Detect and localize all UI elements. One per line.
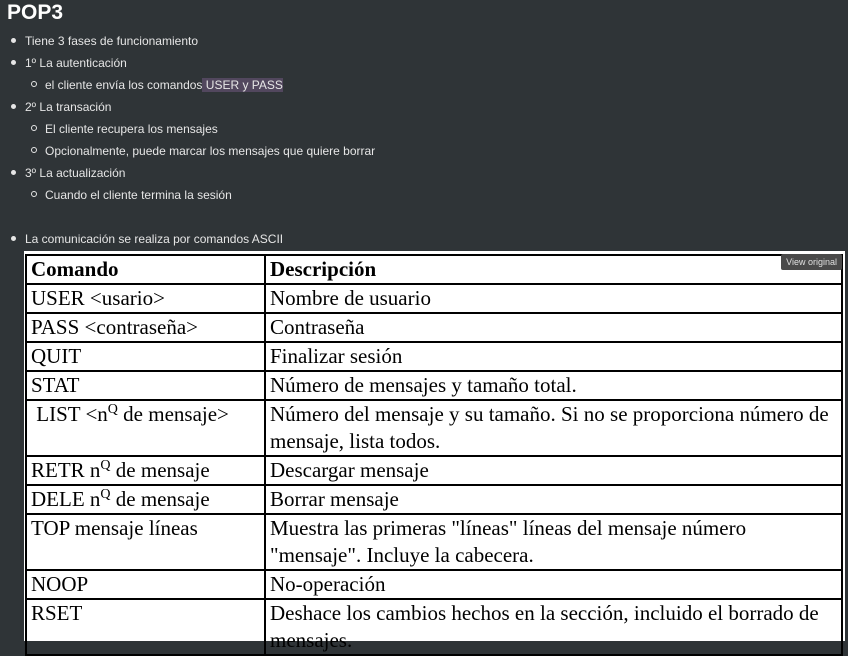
description-cell: Número del mensaje y su tamaño. Si no se proporciona número de mensaje, lista todos. [265, 400, 842, 456]
bullet-disc-icon [11, 236, 16, 241]
table-row [26, 400, 842, 456]
table-row [26, 371, 842, 400]
description-cell: Finalizar sesión [265, 342, 842, 371]
bullet-disc-icon [11, 38, 16, 43]
description-cell: Borrar mensaje [265, 485, 842, 514]
bullet-disc-icon [11, 104, 16, 109]
page-title: POP3 [7, 1, 64, 24]
table-row [26, 514, 842, 570]
command-cell [26, 456, 265, 485]
list-item: Opcionalmente, puede marcar los mensajes que quiere borrar [45, 144, 376, 158]
superscript: Q [100, 487, 111, 502]
superscript: Q [100, 458, 111, 473]
table-header-row [26, 255, 842, 284]
command-cell: PASS <contraseña> [26, 313, 265, 342]
command-text: DELE n [31, 487, 101, 511]
bullet-circle-icon [31, 125, 37, 131]
list-item: Tiene 3 fases de funcionamiento [25, 34, 198, 48]
command-text: de mensaje [110, 487, 210, 511]
bullet-circle-icon [31, 191, 37, 197]
command-text: RETR n [31, 458, 101, 482]
command-cell: NOOP [26, 570, 265, 599]
command-text: LIST <n [31, 402, 108, 426]
command-cell: STAT [26, 371, 265, 400]
bullet-circle-icon [31, 147, 37, 153]
command-cell: TOP mensaje líneas [26, 514, 265, 570]
description-cell: Deshace los cambios hechos en la sección, incluido el borrado de mensajes. [265, 599, 842, 655]
command-cell [26, 485, 265, 514]
list-item-text: el cliente envía los comandos [45, 78, 203, 92]
table-row [26, 599, 842, 655]
description-cell: No-operación [265, 570, 842, 599]
list-item: Cuando el cliente termina la sesión [45, 188, 232, 202]
list-item: 3º La actualización [25, 166, 126, 180]
table-row [26, 342, 842, 371]
bullet-disc-icon [11, 60, 16, 65]
command-cell: QUIT [26, 342, 265, 371]
command-table [25, 254, 843, 656]
command-cell: RSET [26, 599, 265, 655]
superscript: Q [107, 402, 118, 417]
table-row [26, 284, 842, 313]
table-row [26, 456, 842, 485]
description-cell: Descargar mensaje [265, 456, 842, 485]
table-row [26, 570, 842, 599]
bullet-disc-icon [11, 170, 16, 175]
list-item: 2º La transación [25, 100, 112, 114]
command-cell [26, 400, 265, 456]
list-item: 1º La autenticación [25, 56, 127, 70]
table-header-cell: Comando [26, 255, 265, 284]
description-cell: Contraseña [265, 313, 842, 342]
table-row [26, 313, 842, 342]
description-cell: Nombre de usuario [265, 284, 842, 313]
highlighted-text: USER y PASS [202, 78, 283, 92]
table-row [26, 485, 842, 514]
command-text: de mensaje> [117, 402, 229, 426]
description-cell: Muestra las primeras "líneas" líneas del mensaje número "mensaje". Incluye la cabecera. [265, 514, 842, 570]
list-item: La comunicación se realiza por comandos ASCII [25, 232, 284, 246]
command-cell: USER <usario> [26, 284, 265, 313]
list-item: El cliente recupera los mensajes [45, 122, 218, 136]
view-original-button[interactable]: View original [781, 254, 842, 270]
description-cell: Número de mensajes y tamaño total. [265, 371, 842, 400]
command-text: de mensaje [110, 458, 210, 482]
list-item [45, 77, 283, 93]
bullet-circle-icon [31, 81, 37, 87]
command-table-image [24, 251, 845, 652]
table-header-cell: Descripción [265, 255, 842, 284]
